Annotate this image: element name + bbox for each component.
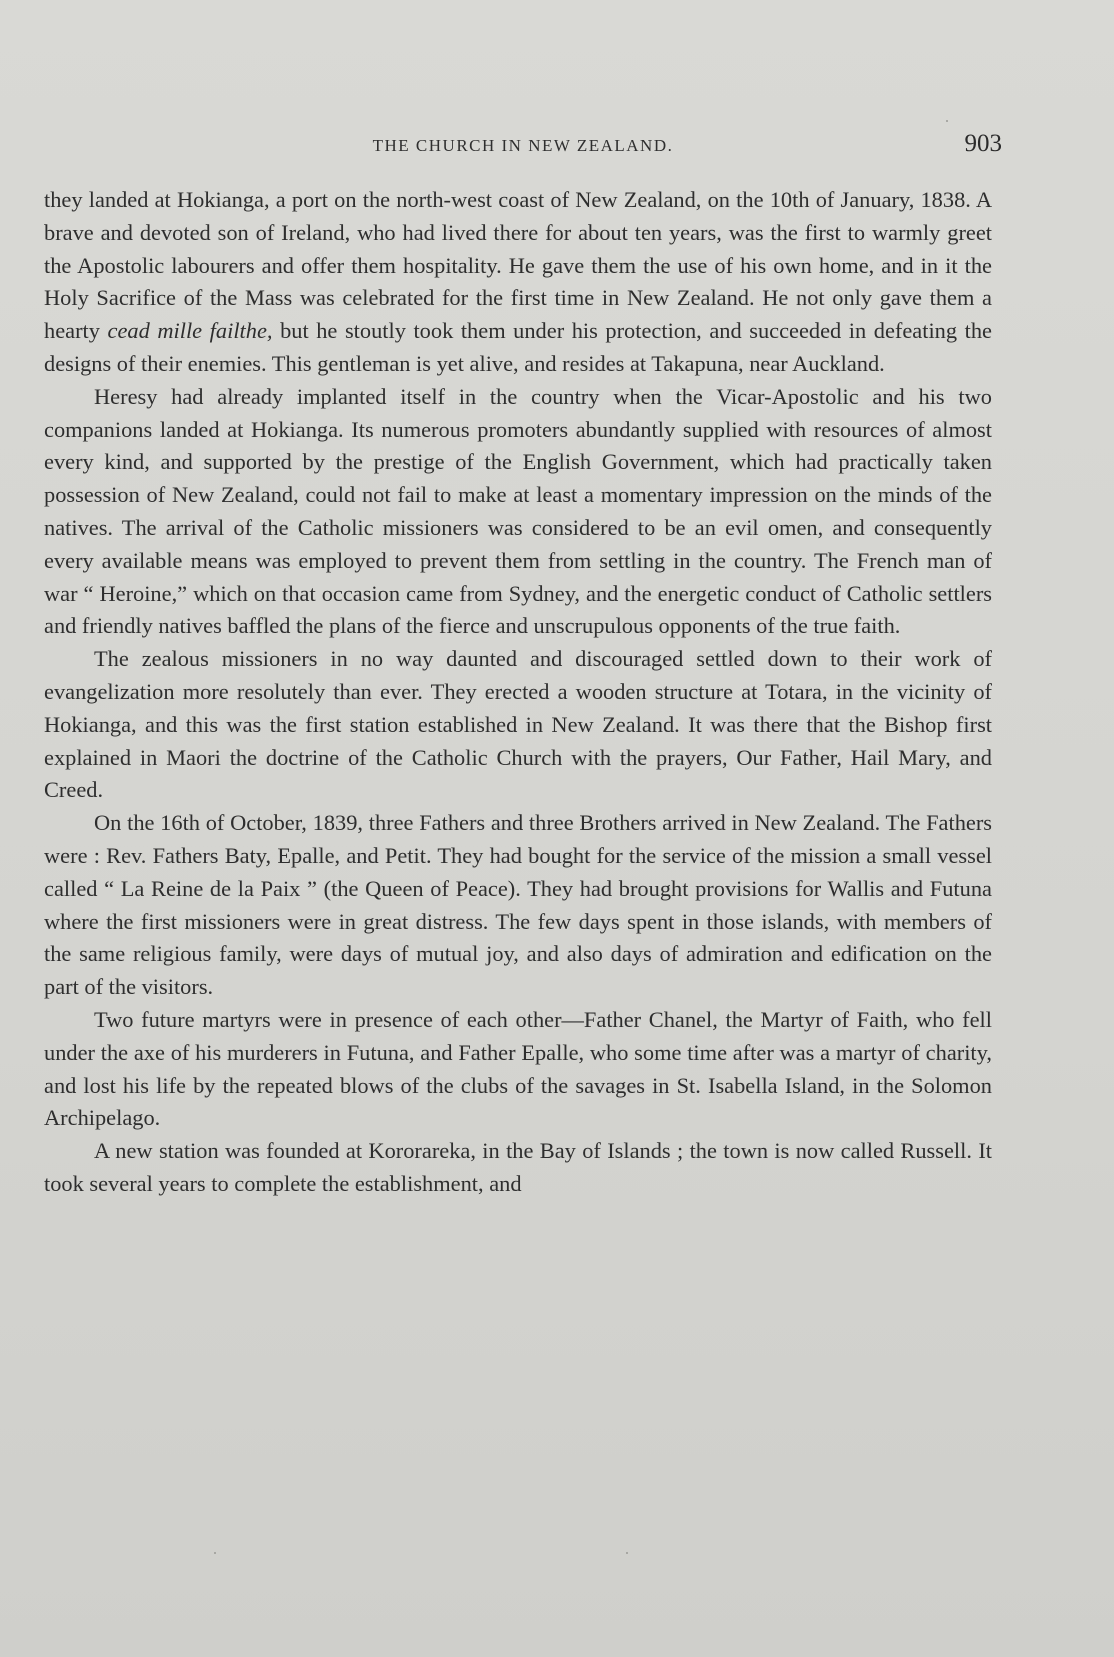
irish-phrase: cead mille failthe, xyxy=(107,318,273,344)
paragraph-4: On the 16th of October, 1839, three Fathers and three Brothers arrived in New Zealand. The Fathers were : Rev. Fathers Baty, Epalle, and Petit. They had bought for the service of the mission a small vessel called “ La Reine de la Paix ” (the Queen of Peace). They had brought provisions for Wallis and Futuna where the first missioners were in great distress. The few days spent in those islands, with members of the same religious family, were days of mutual joy, and also days of admiration and edification on the part of the visitors. xyxy=(44,810,992,1000)
paragraph-1-text-start: they landed at Hokianga, a port on the north-west coast of New Zealand, on the 10th of January, 1838. A brave and devoted son of Ireland, who had lived there for about ten years, was the first to warmly greet the Apostolic labourers and offer them hospitality. He gave them the use of his own home, and in it the Holy Sacrifice of the Mass was celebrated for the first time in New Zealand. He not only gave them a hearty xyxy=(44,187,992,344)
paragraph-1-text-end: but he stoutly took them under his protection, and succeeded in defeating the designs of their enemies. This gentleman is yet alive, and resides at Takapuna, near Auckland. xyxy=(44,318,992,376)
paragraph-3: The zealous missioners in no way daunted and discouraged settled down to their work of evangelization more resolutely than ever. They erected a wooden structure at Totara, in the vicinity of Hokianga, and this was the first station established in New Zealand. It was there that the Bishop first explained in Maori the doctrine of the Catholic Church with the prayers, Our Father, Hail Mary, and Creed. xyxy=(44,646,992,803)
paper-speck xyxy=(946,120,948,122)
paper-speck xyxy=(214,1552,216,1554)
paper-speck xyxy=(626,1552,628,1554)
running-title: THE CHURCH IN NEW ZEALAND. xyxy=(372,136,674,155)
paragraph-1 xyxy=(44,184,992,381)
page-number: 903 xyxy=(964,130,1002,157)
body-text xyxy=(44,184,992,1201)
page-header xyxy=(44,130,1002,160)
paragraph-2: Heresy had already implanted itself in the country when the Vicar-Apostolic and his two companions landed at Hokianga. Its numerous promoters abundantly supplied with resources of almost every kind, and supported by the prestige of the English Government, which had practically taken possession of New Zealand, could not fail to make at least a momentary impression on the minds of the natives. The arrival of the Catholic missioners was considered to be an evil omen, and consequently every available means was employed to prevent them from settling in the country. The French man of war “ Heroine,” which on that occasion came from Sydney, and the energetic conduct of Catholic settlers and friendly natives baffled the plans of the fierce and unscrupulous opponents of the true faith. xyxy=(44,383,992,639)
paragraph-5: Two future martyrs were in presence of each other—Father Chanel, the Martyr of Faith, who fell under the axe of his murderers in Futuna, and Father Epalle, who some time after was a martyr of charity, and lost his life by the repeated blows of the clubs of the savages in St. Isabella Island, in the Solomon Archipelago. xyxy=(44,1006,992,1131)
paragraph-6: A new station was founded at Kororareka, in the Bay of Islands ; the town is now called Russell. It took several years to complete the establishment, and xyxy=(44,1138,992,1196)
